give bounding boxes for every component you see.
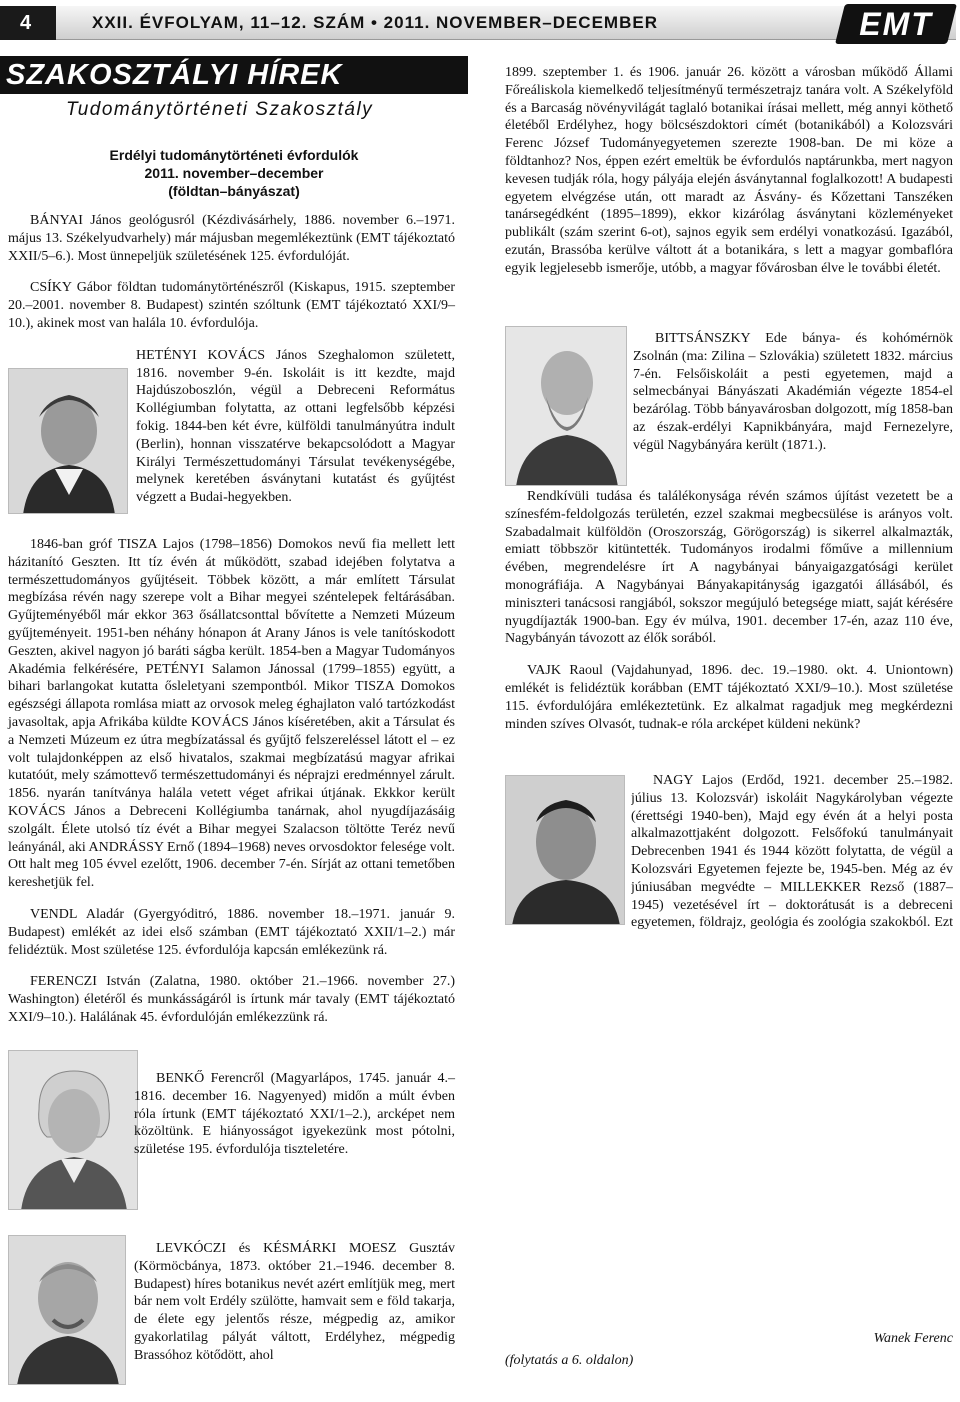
- portrait-moesz: [8, 1235, 126, 1385]
- signature: Wanek Ferenc: [873, 1331, 953, 1346]
- entry-vajk: VAJK Raoul (Vajdahunyad, 1896. dec. 19.–1980. okt. 4. Uniontown) emlékét is felidéztük korábban (EMT tájékoztató XXI/9–10.). Most születése 115. évfordulójára emlékeztetünk. Ez alkalmat ragadjuk meg megkérdezni minden szíves Olvasót, tudnak-e róla arcképet küldeni nekünk?: [505, 663, 953, 732]
- entry-bittsanszky: BITTSÁNSZKY Ede bánya- és kohómérnök Zsolnán (ma: Zilina – Szlovákia) született 1832. március 7-én. Felsőiskoláit a pesti egyetemen, majd a selmecbányai Bányászati Akadémián végezte 1854-el bezárólag. Több bányavárosban dolgozott, míg 1858-ban az észak-erdélyi Kapnikbányára, majd Fernezelyre, végül Nagybányára került (1871.).: [633, 331, 953, 453]
- right-column-nagy: [631, 772, 953, 932]
- entry-benko: BENKŐ Ferencről (Magyarlápos, 1745. január 4.–1816. december 16. Nagyenyed) midőn a múlt évben róla írtunk (EMT tájékoztató XXI/1–2.), arcképet nem közöltünk. E hiányosságot igyekezünk most pótolni, születése 195. évfordulója tiszteletére.: [134, 1071, 455, 1158]
- right-column-footer: [505, 1330, 953, 1370]
- continuation-note: (folytatás a 6. oldalon): [505, 1352, 634, 1368]
- article-title-line2: 2011. november–december: [144, 165, 324, 181]
- entry-banyai: BÁNYAI János geológusról (Kézdivásárhely, 1886. november 6.–1971. május 13. Székelyudvarhely) már májusban megemlékeztünk (EMT tájékoztató XXII/5–6.). Most ünnepeljük születésének 125. évfordulóját.: [8, 213, 455, 264]
- entry-moesz-cont: 1899. szeptember 1. és 1906. január 26. között a városban működő Állami Főreáliskola kiemelkedő teljesítményű természetrajz tanára volt. A Székelyföld és a Barcaság növényvilágát taglaló botanikai írásai mellett, még annyi köthető életéből Erdélyhez, hogy bölcsészdoktori címét (botanikából) a Kolozsvári Ferenc József Tudományegyetemen szerezte 1908-ban. De mi köze a földtanhoz? Nos, éppen ezért emeltük be évfordulós naptárunkba, mert nagyon kevesen tudják róla, hogy pályája elején ásványtannal foglalkozott! A budapesti egyetem elvégzése után, ott maradt az Ásvány- és Kőzettani Tanszéken tanársegédként (1895–1899), ekkor kizárólag ásványtani közleményeket publikált (szám szerint 6-ot), sajnos egyik sem erdélyi vonatkozású. Igazából, ezután, Brassóba kerülve váltott át a botanikára, s lett a magyar gombaflóra egyik legjelesebb ismerője, utóbb, a magyar fővárosban élve le további életét.: [505, 65, 953, 276]
- entry-moesz: LEVKÓCZI és KÉSMÁRKI MOESZ Gusztáv (Körmöcbánya, 1873. október 21.–1946. december 8. Budapest) híres botanikus nevét azért említjük meg, mert bár nem volt Erdély szülötte, hamvait sem e föld takarja, de élete egy jelentős része, mégpedig az, amikor gyakorlatilag pályát váltott, Erdélyhez, mégpedig Brassóhoz kötődött, ahol: [134, 1241, 455, 1363]
- entry-nagy: NAGY Lajos (Erdőd, 1921. december 25.–1982. július 13. Kolozsvár) iskoláit Nagykárolyban végezte (érettségi 1940-ben), Majd egy évén át a helyi posta alkalmazottjaként dolgozott. Felsőfokú tanulmányait Debrecenben 1941 és 1944 között folytatta, de végül a Kolozsvári Egyetemen fejezte be, 1945-ben. Még az év júniusában megvédte – MILLEKKER Rezső (1887–1945) vezetésével írt – doktorátusát is a debreceni egyetemen, földrajz, geológia és zoológia szakokból. Ezt: [631, 773, 953, 931]
- article-title-line1: Erdélyi tudománytörténeti évfordulók: [109, 147, 359, 163]
- entry-bittsanszky-cont: Rendkívüli tudása és találékonysága révén számos újítást vezetett be a színesfém-feldolgozás területén, ezzel szakmai megbecsülése is arányos volt. Szabadalmait külföldön (Oroszország, Görögország) is sikerrel alkalmazták, emiatt többször kitüntették. Tudományos irodalmi főműve a millennium évében, megrendelésre írt A nagybányai bányaigazgatósági kerület monográfiája. A Nagybányai Bányakapitányság igazgatói állásából, és miniszteri tanácsosi rangjából, sokszor megújuló betegsége miatt, saját kérésére nyugdíjazták 1900-ban. Egy év múlva, 1901. december 17-én, azaz 110 éve, Nagybányán távozott az élők sorából.: [505, 489, 953, 647]
- right-column-bittsanszky: [633, 330, 953, 455]
- portrait-bittsanszky: [505, 326, 627, 486]
- entry-csiky: CSÍKY Gábor földtan tudománytörténészről (Kiskapus, 1915. szeptember 20.–2001. november 8. Budapest) szintén szóltunk (EMT tájékoztató XXI/9–10.), akinek most van halála 10. évfordulója.: [8, 280, 455, 331]
- right-column-main: [505, 488, 953, 733]
- left-column-moesz: [134, 1240, 455, 1365]
- article-title-line3: (földtan–bányászat): [168, 183, 300, 199]
- section-title: SZAKOSZTÁLYI HÍREK: [6, 59, 343, 91]
- left-column: [8, 212, 455, 507]
- entry-ferenczi: FERENCZI István (Zalatna, 1980. október 21.–1966. november 27.) Washington) életéről és munkásságáról is írtunk már tavaly (EMT tájékoztató XXI/9–10.). Halálának 45. évfordulóján emlékezzünk rá.: [8, 974, 455, 1025]
- portrait-benko: [8, 1050, 138, 1210]
- left-column-cont: [8, 536, 455, 1027]
- left-column-benko: [134, 1070, 455, 1159]
- issue-line: XXII. ÉVFOLYAM, 11–12. SZÁM • 2011. NOVEMBER–DECEMBER: [92, 13, 658, 32]
- entry-vendl: VENDL Aladár (Gyergyóditró, 1886. november 18.–1971. január 9. Budapest) emlékét az idei első számban (EMT tájékoztató XXII/1–2.) már felidéztük. Most születése 125. évfordulója kapcsán emlékezünk rá.: [8, 906, 455, 958]
- entry-kovacs-body: 1846-ban gróf TISZA Lajos (1798–1856) Domokos nevű fia mellett lett házitanító Geszten. Itt tíz évén át működött, szabad idejében folytatva a természettudományos gyűjtéseit. Többek között, a már említett Társulat megbízása révén nagy szerepe volt a Bihar megyei széntelepek feltárásában. Gyűjteményéből már ekkor 363 ősállatcsonttal bővítette a Nemzeti Múzeum gyűjteményeit. 1951-ben néhány hónapon át Arany János is vele tanítóskodott Geszten, akivel nagyon jó baráti ságba került. 1854-ben a Magyar Tudományos Akadémia felkérésére, PETÉNYI Salamon Jánossal (1799–1855) együtt, a bihari barlangokat kutatta ősleletyani szempontból. Mikor TISZA Domokos egészségi állapota romlása miatt az orvosok meleg éghajlaton való tartózkodást javasoltak, apja Afrikába küldte KOVÁCS János kíséretében, akit a Társulat és a Nemzeti Múzeum ez útra megbízatással és gyűjtő felszereléssel látott el – ez volt tulajdonképpen az első hivatalos, szakmai megbízatású magyar afrikai kutatóút, mely számottevő természettudományi és néprajzi eredménnyel zárult. 1856. nyarán tanítványa halála vetett véget afrikai útjának. Ekkkor került KOVÁCS János a Debreceni Kollégiumba tanárnak, ahol nyugdíjazásáig szolgált. Élete utolsó tíz évét a Bihar megyei Szalacson töltötte Teréz nevű leányánál, aki ANDRÁSSY Ernő (1894–1968) neves orvosdoktor felesége volt. Ott halt meg 105 évvel ezelőtt, 1906. december 7-én. Sírját az ottani temetőben kereshetjük fel.: [8, 537, 455, 891]
- entry-kovacs-intro: HETÉNYI KOVÁCS János Szeghalomon született, 1816. november 9-én. Iskoláit is itt kezdte, majd Hajdúszoboszlón, végül a Debreceni Református Kollégiumban folytatta, az ottani legfelsőbb képzési fokig. 1844-ben két évre, külföldi tanulmányútra indult (Berlin), honnan visszatérve bekapcsolódott a Magyar Királyi Természettudományi Társulat tevékenységébe, melynek keretében ásványtani kutatást és gyűjtést végzett a Budai-hegyekben.: [136, 347, 455, 506]
- emt-logo-text: EMT: [859, 6, 933, 42]
- portrait-nagy: [505, 775, 625, 925]
- section-subtitle: Tudománytörténeti Szakosztály: [66, 99, 374, 120]
- page-number: 4: [0, 6, 56, 40]
- right-column: [505, 64, 953, 278]
